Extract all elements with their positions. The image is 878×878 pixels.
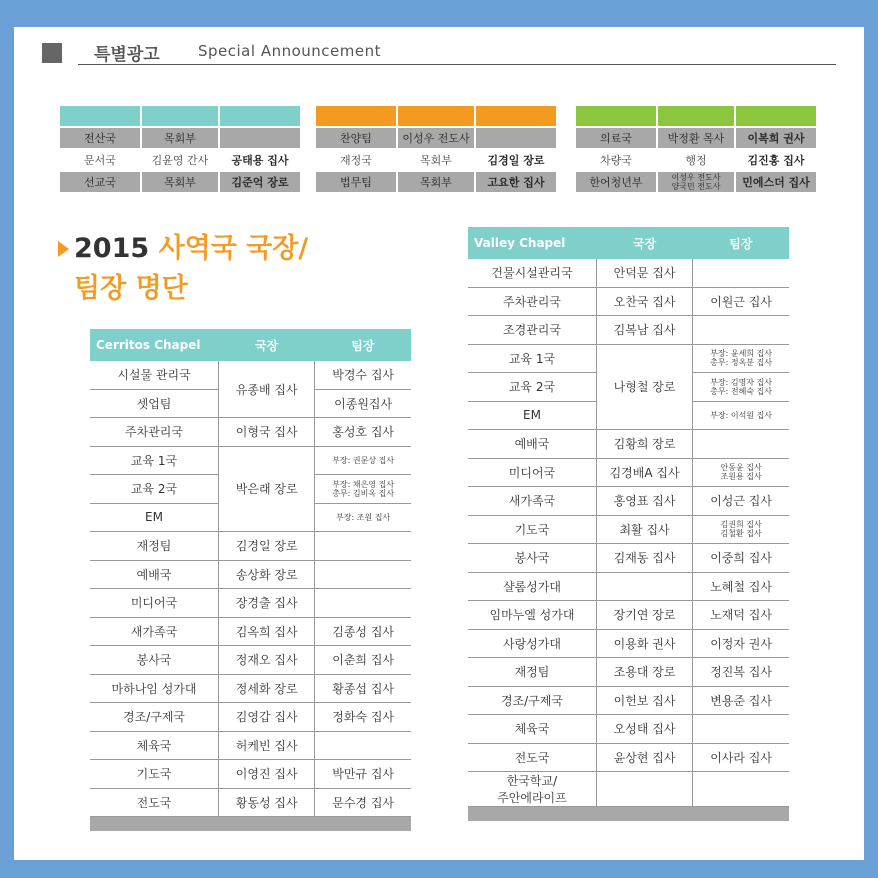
top-header-cell [220, 106, 300, 126]
team-leader-name: 이종원집사 [315, 389, 411, 418]
top-table-cell: 재정국 [316, 150, 396, 170]
team-leader-name: 홍성호 집사 [315, 418, 411, 447]
directory-row [468, 601, 789, 630]
director-name: 김경배A 집사 [596, 458, 692, 487]
top-table-cell: 이성우 전도사 [398, 128, 474, 148]
ministry-name: 재정팀 [90, 532, 219, 561]
directory-row [468, 430, 789, 459]
directory-row [90, 589, 411, 618]
director-name: 허케빈 집사 [219, 731, 315, 760]
ministry-name: 미디어국 [90, 589, 219, 618]
team-leader-name [693, 259, 789, 287]
column-header: 국장 [219, 329, 315, 361]
top-table-cell: 이복희 권사 [736, 128, 816, 148]
directory-row [468, 772, 789, 807]
ministry-name: 교육 1국 [90, 446, 219, 475]
ministry-name: 시설물 관리국 [90, 361, 219, 389]
team-leader-name [693, 772, 789, 807]
directory-row [468, 344, 789, 373]
directory-row [468, 544, 789, 573]
team-leader-name: 문수경 집사 [315, 788, 411, 817]
director-name: 조용대 장로 [596, 658, 692, 687]
top-table-cell: 목회부 [142, 128, 218, 148]
director-name: 김영갑 집사 [219, 703, 315, 732]
top-table-3 [574, 104, 818, 194]
ministry-name: 새가족국 [90, 617, 219, 646]
top-table-cell: 목회부 [142, 172, 218, 192]
top-table-cell: 법무팀 [316, 172, 396, 192]
top-table-row [316, 128, 556, 148]
team-leader-name: 이춘희 집사 [315, 646, 411, 675]
director-name: 홍영표 집사 [596, 487, 692, 516]
column-header: 팀장 [315, 329, 411, 361]
ministry-name: 경조/구제국 [468, 686, 596, 715]
team-leader-name: 노혜철 집사 [693, 572, 789, 601]
title-line2: 팀장 명단 [74, 273, 188, 304]
announcement-panel [14, 27, 864, 860]
top-table-row [60, 172, 300, 192]
director-name: 김황희 장로 [596, 430, 692, 459]
top-table-row [60, 128, 300, 148]
main-title [74, 229, 308, 309]
chapel-name-header: Valley Chapel [468, 227, 596, 259]
director-name [596, 572, 692, 601]
cerritos-table [90, 329, 411, 831]
director-name: 이용화 권사 [596, 629, 692, 658]
ministry-name: 전도국 [468, 743, 596, 772]
director-name: 김재동 집사 [596, 544, 692, 573]
team-leader-name: 황종섭 집사 [315, 674, 411, 703]
title-arrow-icon [58, 241, 69, 257]
ministry-name: 주차관리국 [90, 418, 219, 447]
top-table-cell: 이성우 전도사 양국민 전도사 [658, 172, 734, 192]
director-name: 오성태 집사 [596, 715, 692, 744]
top-table-cell: 공태용 집사 [220, 150, 300, 170]
team-leader-name: 변용준 집사 [693, 686, 789, 715]
directory-row [90, 760, 411, 789]
column-header: 팀장 [693, 227, 789, 259]
top-table-row [316, 172, 556, 192]
team-leader-name [315, 532, 411, 561]
top-table-cell: 고요한 집사 [476, 172, 556, 192]
directory-row [468, 629, 789, 658]
top-header-cell [476, 106, 556, 126]
ministry-name: 미디어국 [468, 458, 596, 487]
team-leader-name: 부장: 윤세희 집사 총무: 정옥분 집사 [693, 344, 789, 373]
directory-row [468, 287, 789, 316]
team-leader-name: 이원근 집사 [693, 287, 789, 316]
table-footer-bar [90, 817, 411, 832]
ministry-name: 재정팀 [468, 658, 596, 687]
team-leader-name: 박경수 집사 [315, 361, 411, 389]
chapel-name-header: Cerritos Chapel [90, 329, 219, 361]
ministry-name: EM [468, 401, 596, 430]
directory-row [90, 617, 411, 646]
team-leader-name: 부장: 조원 집사 [315, 503, 411, 532]
team-leader-name: 이중희 집사 [693, 544, 789, 573]
column-header: 국장 [596, 227, 692, 259]
top-header-cell [398, 106, 474, 126]
team-leader-name: 부장: 김명자 집사 총무: 전혜숙 집사 [693, 373, 789, 402]
director-name: 장경출 집사 [219, 589, 315, 618]
top-table-cell: 의료국 [576, 128, 656, 148]
ministry-name: EM [90, 503, 219, 532]
director-name: 이영진 집사 [219, 760, 315, 789]
top-header-cell [658, 106, 734, 126]
top-header-cell [316, 106, 396, 126]
team-leader-name: 김종성 집사 [315, 617, 411, 646]
ministry-name: 마하나임 성가대 [90, 674, 219, 703]
ministry-name: 체육국 [90, 731, 219, 760]
directory-row [90, 560, 411, 589]
ministry-name: 봉사국 [90, 646, 219, 675]
team-leader-name: 부장: 이석원 집사 [693, 401, 789, 430]
top-table-2 [314, 104, 558, 194]
top-table-row [576, 128, 816, 148]
header-subtitle: Special Announcement [198, 42, 381, 60]
ministry-name: 교육 2국 [468, 373, 596, 402]
team-leader-name [693, 316, 789, 345]
directory-row [468, 487, 789, 516]
directory-row [90, 446, 411, 475]
top-table-row [576, 150, 816, 170]
ministry-name: 교육 1국 [468, 344, 596, 373]
team-leader-name [315, 560, 411, 589]
table-footer-bar [468, 807, 789, 822]
header-divider [78, 64, 836, 65]
directory-row [468, 572, 789, 601]
top-table-cell: 전산국 [60, 128, 140, 148]
ministry-name: 임마누엘 성가대 [468, 601, 596, 630]
team-leader-name: 이성근 집사 [693, 487, 789, 516]
team-leader-name: 김권희 집사 김철환 집사 [693, 515, 789, 544]
directory-row [90, 788, 411, 817]
directory-row [90, 418, 411, 447]
valley-table [468, 227, 789, 821]
ministry-name: 조경관리국 [468, 316, 596, 345]
top-table-cell: 목회부 [398, 172, 474, 192]
directory-row [90, 646, 411, 675]
director-name: 이형국 집사 [219, 418, 315, 447]
top-table-row [60, 150, 300, 170]
ministry-name: 건물시설관리국 [468, 259, 596, 287]
director-name: 김경일 장로 [219, 532, 315, 561]
director-name [596, 772, 692, 807]
top-header-cell [142, 106, 218, 126]
team-leader-name: 안동윤 집사 조원용 집사 [693, 458, 789, 487]
ministry-name: 예배국 [90, 560, 219, 589]
director-name: 유종배 집사 [219, 361, 315, 418]
ministry-name: 한국학교/ 주안에라이프 [468, 772, 596, 807]
director-name: 박은래 장로 [219, 446, 315, 532]
team-leader-name [315, 731, 411, 760]
top-header-cell [736, 106, 816, 126]
team-leader-name: 이정자 권사 [693, 629, 789, 658]
ministry-name: 새가족국 [468, 487, 596, 516]
directory-row [468, 458, 789, 487]
top-table-cell: 목회부 [398, 150, 474, 170]
team-leader-name: 노재덕 집사 [693, 601, 789, 630]
directory-row [468, 259, 789, 287]
top-table-cell: 행정 [658, 150, 734, 170]
directory-row [90, 674, 411, 703]
director-name: 오찬국 집사 [596, 287, 692, 316]
top-table-cell: 김경일 장로 [476, 150, 556, 170]
director-name: 나형철 장로 [596, 344, 692, 430]
directory-row [90, 361, 411, 389]
top-table-row [316, 150, 556, 170]
director-name: 황동성 집사 [219, 788, 315, 817]
team-leader-name [693, 430, 789, 459]
directory-row [90, 731, 411, 760]
director-name: 안덕문 집사 [596, 259, 692, 287]
directory-row [90, 532, 411, 561]
ministry-name: 예배국 [468, 430, 596, 459]
directory-row [468, 316, 789, 345]
header-title: 특별광고 [94, 45, 160, 65]
ministry-name: 기도국 [468, 515, 596, 544]
top-table-1 [58, 104, 302, 194]
top-header-cell [576, 106, 656, 126]
director-name: 김옥희 집사 [219, 617, 315, 646]
director-name: 이헌보 집사 [596, 686, 692, 715]
ministry-name: 셋업팀 [90, 389, 219, 418]
ministry-name: 전도국 [90, 788, 219, 817]
top-table-cell: 찬양팀 [316, 128, 396, 148]
team-leader-name: 정화숙 집사 [315, 703, 411, 732]
top-table-cell: 차량국 [576, 150, 656, 170]
ministry-name: 교육 2국 [90, 475, 219, 504]
director-name: 장기연 장로 [596, 601, 692, 630]
top-table-cell: 민에스더 집사 [736, 172, 816, 192]
director-name: 정세화 장로 [219, 674, 315, 703]
top-table-cell: 김준억 장로 [220, 172, 300, 192]
top-table-cell: 김윤영 간사 [142, 150, 218, 170]
title-year: 2015 [74, 233, 150, 264]
ministry-name: 샬롬성가대 [468, 572, 596, 601]
director-name: 송상화 장로 [219, 560, 315, 589]
directory-row [90, 703, 411, 732]
team-leader-name: 박만규 집사 [315, 760, 411, 789]
top-table-cell: 문서국 [60, 150, 140, 170]
title-line1: 사역국 국장/ [158, 233, 309, 264]
team-leader-name: 부장: 권문상 집사 [315, 446, 411, 475]
top-table-cell: 선교국 [60, 172, 140, 192]
header-square-icon [42, 43, 62, 63]
team-leader-name [693, 715, 789, 744]
director-name: 김복남 집사 [596, 316, 692, 345]
top-table-cell: 김진홍 집사 [736, 150, 816, 170]
ministry-name: 경조/구제국 [90, 703, 219, 732]
directory-row [468, 715, 789, 744]
top-table-cell: 한어청년부 [576, 172, 656, 192]
directory-row [468, 515, 789, 544]
ministry-name: 사랑성가대 [468, 629, 596, 658]
team-leader-name [315, 589, 411, 618]
directory-row [468, 658, 789, 687]
top-table-cell: 박정환 목사 [658, 128, 734, 148]
top-header-cell [60, 106, 140, 126]
ministry-name: 봉사국 [468, 544, 596, 573]
director-name: 정재오 집사 [219, 646, 315, 675]
top-table-row [576, 172, 816, 192]
team-leader-name: 정진복 집사 [693, 658, 789, 687]
top-table-cell [476, 128, 556, 148]
director-name: 윤상현 집사 [596, 743, 692, 772]
ministry-name: 체육국 [468, 715, 596, 744]
top-table-cell [220, 128, 300, 148]
directory-row [468, 686, 789, 715]
team-leader-name: 부장: 채은영 집사 총무: 김비옥 집사 [315, 475, 411, 504]
ministry-name: 기도국 [90, 760, 219, 789]
ministry-name: 주차관리국 [468, 287, 596, 316]
team-leader-name: 이사라 집사 [693, 743, 789, 772]
directory-row [468, 743, 789, 772]
director-name: 최활 집사 [596, 515, 692, 544]
